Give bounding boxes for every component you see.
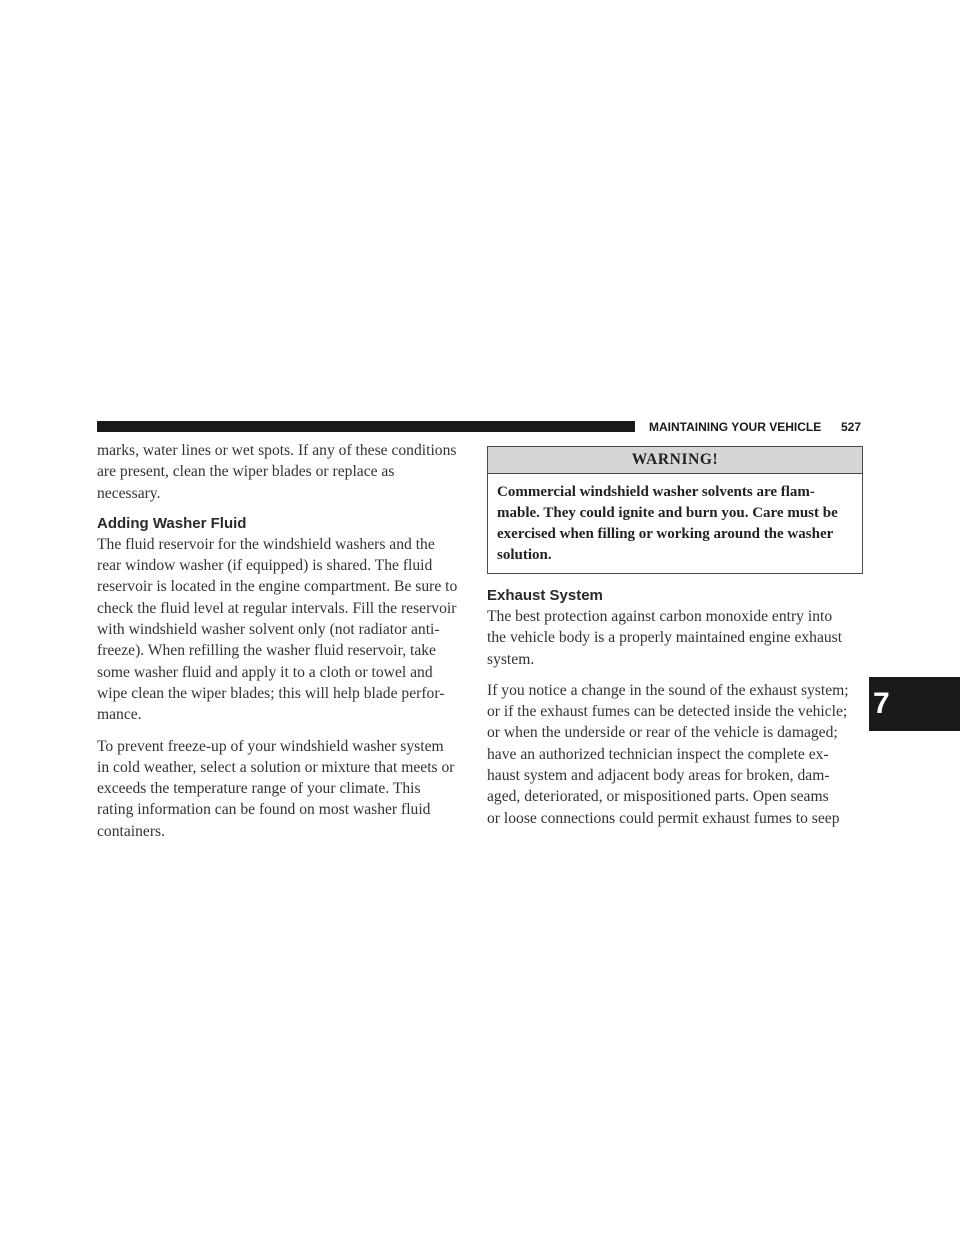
page-header — [97, 419, 865, 435]
section-title: MAINTAINING YOUR VEHICLE — [649, 420, 822, 434]
paragraph-continued: marks, water lines or wet spots. If any of these conditions are present, clean the wiper blades or replace as necessary. — [97, 442, 457, 502]
paragraph-exhaust-inspection: If you notice a change in the sound of the exhaust system; or if the exhaust fumes can be detected inside the vehicle; or when the underside or rear of the vehicle is damaged; have an authorized technician inspect the complete ex- haust system and adjacent body areas for broken, dam- aged, deteriorated, or mispositioned parts. Open seams or loose connections could permit exhaust fumes to seep — [487, 681, 849, 827]
right-column — [487, 446, 863, 829]
heading-adding-washer-fluid: Adding Washer Fluid — [97, 514, 247, 532]
paragraph-washer-reservoir: The fluid reservoir for the windshield washers and the rear window washer (if equipped) is shared. The fluid reservoir is located in the engine compartment. Be sure to check the fluid level at regular intervals. Fill the reservoir with windshield washer solvent only (not radiator anti- freeze). When refilling the washer fluid reservoir, take some washer fluid and apply it to a cloth or towel and wipe clean the wiper blades; this will help blade perfor- mance. — [97, 535, 458, 724]
page-number: 527 — [841, 420, 862, 434]
warning-title: WARNING! — [488, 447, 862, 474]
heading-exhaust-system: Exhaust System — [487, 587, 603, 604]
paragraph-exhaust-protection: The best protection against carbon monoxide entry into the vehicle body is a properly maintained engine exhaust system. — [487, 608, 843, 668]
chapter-number: 7 — [873, 687, 890, 720]
paragraph-washer-freeze: To prevent freeze-up of your windshield washer system in cold weather, select a solution or mixture that meets or exceeds the temperature range of your climate. This rating information can be found on most washer fluid containers. — [97, 737, 455, 840]
warning-box — [487, 446, 863, 574]
left-column — [97, 440, 463, 842]
chapter-tab — [869, 677, 960, 731]
header-rule — [97, 421, 635, 432]
warning-text: Commercial windshield washer solvents are flam- mable. They could ignite and burn you. Care must be exercised when filling or working around the washer solution. — [497, 484, 838, 563]
